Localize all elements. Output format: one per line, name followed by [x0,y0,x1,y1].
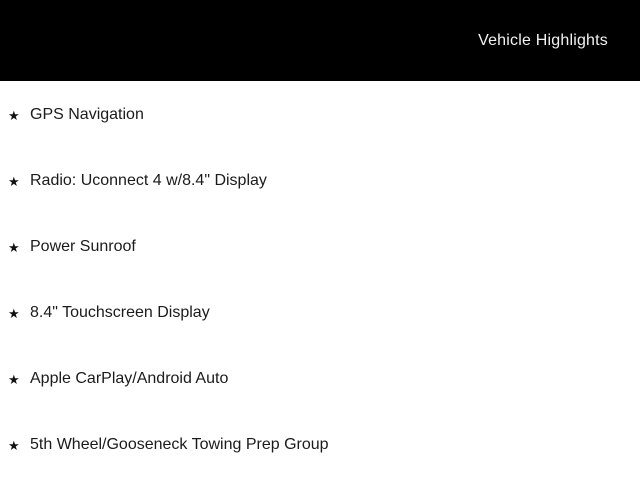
highlight-item [8,82,640,148]
star-icon: ★ [8,305,20,321]
vehicle-highlights-header [0,0,640,81]
highlight-item [8,280,640,346]
star-icon: ★ [8,437,20,453]
star-icon: ★ [8,107,20,123]
highlight-label: Power Sunroof [30,238,136,255]
vehicle-highlights-list [0,81,640,478]
star-icon: ★ [8,173,20,189]
highlight-label: Apple CarPlay/Android Auto [30,370,229,387]
highlight-label: 8.4" Touchscreen Display [30,304,210,321]
star-icon: ★ [8,239,20,255]
highlight-label: GPS Navigation [30,106,144,123]
highlight-label: Radio: Uconnect 4 w/8.4" Display [30,172,267,189]
page-title: Vehicle Highlights [478,31,608,49]
highlight-item [8,412,640,478]
highlight-label: 5th Wheel/Gooseneck Towing Prep Group [30,436,329,453]
highlight-item [8,346,640,412]
star-icon: ★ [8,371,20,387]
highlight-item [8,148,640,214]
highlight-item [8,214,640,280]
